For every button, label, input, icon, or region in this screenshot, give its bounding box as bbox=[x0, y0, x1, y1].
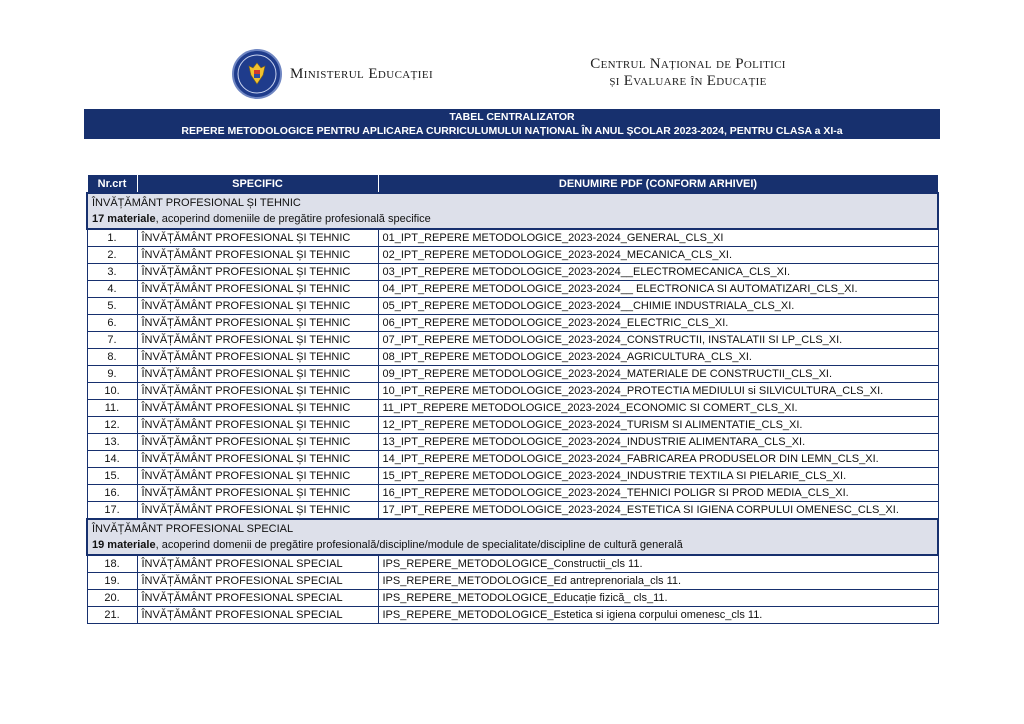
nr-cell: 7. bbox=[87, 332, 137, 349]
header-specific: SPECIFIC bbox=[137, 175, 378, 194]
table-row bbox=[87, 590, 938, 607]
table-row bbox=[87, 451, 938, 468]
nr-cell: 2. bbox=[87, 247, 137, 264]
table-row bbox=[87, 349, 938, 366]
table-row bbox=[87, 229, 938, 247]
specific-cell: ÎNVĂȚĂMÂNT PROFESIONAL SPECIAL bbox=[137, 573, 378, 590]
table-row bbox=[87, 315, 938, 332]
specific-cell: ÎNVĂȚĂMÂNT PROFESIONAL ȘI TEHNIC bbox=[137, 485, 378, 502]
title-line1: TABEL CENTRALIZATOR bbox=[449, 111, 575, 123]
nr-cell: 14. bbox=[87, 451, 137, 468]
specific-cell: ÎNVĂȚĂMÂNT PROFESIONAL ȘI TEHNIC bbox=[137, 502, 378, 520]
section-title: ÎNVĂȚĂMÂNT PROFESIONAL SPECIAL bbox=[92, 523, 294, 535]
table-row bbox=[87, 434, 938, 451]
table-row bbox=[87, 417, 938, 434]
nr-cell: 6. bbox=[87, 315, 137, 332]
section-header-row bbox=[87, 193, 938, 229]
table-row bbox=[87, 383, 938, 400]
pdf-name-cell: 02_IPT_REPERE METODOLOGICE_2023-2024_MECANICA_CLS_XI. bbox=[378, 247, 938, 264]
table-row bbox=[87, 555, 938, 573]
specific-cell: ÎNVĂȚĂMÂNT PROFESIONAL ȘI TEHNIC bbox=[137, 349, 378, 366]
nr-cell: 20. bbox=[87, 590, 137, 607]
nr-cell: 4. bbox=[87, 281, 137, 298]
specific-cell: ÎNVĂȚĂMÂNT PROFESIONAL ȘI TEHNIC bbox=[137, 383, 378, 400]
table-row bbox=[87, 573, 938, 590]
header-nr: Nr.crt bbox=[87, 175, 137, 194]
nr-cell: 9. bbox=[87, 366, 137, 383]
specific-cell: ÎNVĂȚĂMÂNT PROFESIONAL SPECIAL bbox=[137, 607, 378, 624]
section-title: ÎNVĂȚĂMÂNT PROFESIONAL ȘI TEHNIC bbox=[92, 197, 301, 209]
specific-cell: ÎNVĂȚĂMÂNT PROFESIONAL ȘI TEHNIC bbox=[137, 315, 378, 332]
specific-cell: ÎNVĂȚĂMÂNT PROFESIONAL SPECIAL bbox=[137, 590, 378, 607]
ministry-name: Ministerul Educației bbox=[290, 65, 434, 82]
table-row bbox=[87, 264, 938, 281]
pdf-name-cell: 07_IPT_REPERE METODOLOGICE_2023-2024_CONSTRUCTII, INSTALATII SI LP_CLS_XI. bbox=[378, 332, 938, 349]
nr-cell: 15. bbox=[87, 468, 137, 485]
title-banner bbox=[84, 109, 940, 139]
section-material-count: 19 materiale bbox=[92, 539, 156, 551]
specific-cell: ÎNVĂȚĂMÂNT PROFESIONAL ȘI TEHNIC bbox=[137, 247, 378, 264]
pdf-name-cell: IPS_REPERE_METODOLOGICE_Constructii_cls 11. bbox=[378, 555, 938, 573]
specific-cell: ÎNVĂȚĂMÂNT PROFESIONAL ȘI TEHNIC bbox=[137, 468, 378, 485]
table-row bbox=[87, 485, 938, 502]
nr-cell: 17. bbox=[87, 502, 137, 520]
pdf-name-cell: 10_IPT_REPERE METODOLOGICE_2023-2024_PROTECTIA MEDIULUI si SILVICULTURA_CLS_XI. bbox=[378, 383, 938, 400]
pdf-name-cell: 16_IPT_REPERE METODOLOGICE_2023-2024_TEHNICI POLIGR SI PROD MEDIA_CLS_XI. bbox=[378, 485, 938, 502]
pdf-name-cell: 14_IPT_REPERE METODOLOGICE_2023-2024_FABRICAREA PRODUSELOR DIN LEMN_CLS_XI. bbox=[378, 451, 938, 468]
section-description-text: , acoperind domeniile de pregătire profesională specifice bbox=[155, 213, 431, 225]
specific-cell: ÎNVĂȚĂMÂNT PROFESIONAL ȘI TEHNIC bbox=[137, 298, 378, 315]
pdf-name-cell: 17_IPT_REPERE METODOLOGICE_2023-2024_ESTETICA SI IGIENA CORPULUI OMENESC_CLS_XI. bbox=[378, 502, 938, 520]
pdf-name-cell: 15_IPT_REPERE METODOLOGICE_2023-2024_INDUSTRIE TEXTILA SI PIELARIE_CLS_XI. bbox=[378, 468, 938, 485]
section-header-cell bbox=[87, 519, 938, 555]
section-material-count: 17 materiale bbox=[92, 213, 156, 225]
specific-cell: ÎNVĂȚĂMÂNT PROFESIONAL ȘI TEHNIC bbox=[137, 332, 378, 349]
table-row bbox=[87, 468, 938, 485]
table-row bbox=[87, 298, 938, 315]
header-pdf-name: DENUMIRE PDF (CONFORM ARHIVEI) bbox=[378, 175, 938, 194]
nr-cell: 11. bbox=[87, 400, 137, 417]
specific-cell: ÎNVĂȚĂMÂNT PROFESIONAL ȘI TEHNIC bbox=[137, 264, 378, 281]
nr-cell: 1. bbox=[87, 229, 137, 247]
cnpee-logo bbox=[578, 56, 798, 90]
pdf-name-cell: 06_IPT_REPERE METODOLOGICE_2023-2024_ELECTRIC_CLS_XI. bbox=[378, 315, 938, 332]
pdf-name-cell: 05_IPT_REPERE METODOLOGICE_2023-2024__CHIMIE INDUSTRIALA_CLS_XI. bbox=[378, 298, 938, 315]
nr-cell: 5. bbox=[87, 298, 137, 315]
table-row bbox=[87, 400, 938, 417]
pdf-name-cell: 12_IPT_REPERE METODOLOGICE_2023-2024_TURISM SI ALIMENTATIE_CLS_XI. bbox=[378, 417, 938, 434]
table-header-row bbox=[87, 175, 938, 194]
table-row bbox=[87, 502, 938, 520]
specific-cell: ÎNVĂȚĂMÂNT PROFESIONAL ȘI TEHNIC bbox=[137, 400, 378, 417]
pdf-name-cell: 01_IPT_REPERE METODOLOGICE_2023-2024_GENERAL_CLS_XI bbox=[378, 229, 938, 247]
specific-cell: ÎNVĂȚĂMÂNT PROFESIONAL ȘI TEHNIC bbox=[137, 417, 378, 434]
nr-cell: 8. bbox=[87, 349, 137, 366]
romanian-government-seal-icon bbox=[232, 49, 282, 99]
table-row bbox=[87, 281, 938, 298]
nr-cell: 10. bbox=[87, 383, 137, 400]
specific-cell: ÎNVĂȚĂMÂNT PROFESIONAL ȘI TEHNIC bbox=[137, 434, 378, 451]
specific-cell: ÎNVĂȚĂMÂNT PROFESIONAL ȘI TEHNIC bbox=[137, 281, 378, 298]
title-line2: REPERE METODOLOGICE PENTRU APLICAREA CURRICULUMULUI NAȚIONAL ÎN ANUL ȘCOLAR 2023-2024, PENTRU CLASA a XI-a bbox=[181, 125, 843, 137]
pdf-name-cell: IPS_REPERE_METODOLOGICE_Educație fizică_ cls_11. bbox=[378, 590, 938, 607]
table-body bbox=[87, 193, 938, 624]
pdf-name-cell: 04_IPT_REPERE METODOLOGICE_2023-2024__ ELECTRONICA SI AUTOMATIZARI_CLS_XI. bbox=[378, 281, 938, 298]
section-description bbox=[92, 211, 933, 227]
table-row bbox=[87, 607, 938, 624]
summary-table bbox=[86, 174, 939, 624]
section-header-row bbox=[87, 519, 938, 555]
nr-cell: 21. bbox=[87, 607, 137, 624]
cnpee-name-line1: Centrul Național de Politici bbox=[590, 56, 786, 72]
nr-cell: 18. bbox=[87, 555, 137, 573]
section-description-text: , acoperind domenii de pregătire profesională/discipline/module de specialitate/discipline de cultură generală bbox=[155, 539, 683, 551]
nr-cell: 3. bbox=[87, 264, 137, 281]
specific-cell: ÎNVĂȚĂMÂNT PROFESIONAL ȘI TEHNIC bbox=[137, 366, 378, 383]
table-row bbox=[87, 247, 938, 264]
cnpee-name-line2: și Evaluare în Educație bbox=[609, 73, 767, 89]
ministry-logo bbox=[232, 49, 433, 99]
pdf-name-cell: 09_IPT_REPERE METODOLOGICE_2023-2024_MATERIALE DE CONSTRUCTII_CLS_XI. bbox=[378, 366, 938, 383]
section-description bbox=[92, 537, 933, 553]
nr-cell: 16. bbox=[87, 485, 137, 502]
pdf-name-cell: 11_IPT_REPERE METODOLOGICE_2023-2024_ECONOMIC SI COMERT_CLS_XI. bbox=[378, 400, 938, 417]
pdf-name-cell: IPS_REPERE_METODOLOGICE_Estetica si igiena corpului omenesc_cls 11. bbox=[378, 607, 938, 624]
nr-cell: 13. bbox=[87, 434, 137, 451]
pdf-name-cell: 08_IPT_REPERE METODOLOGICE_2023-2024_AGRICULTURA_CLS_XI. bbox=[378, 349, 938, 366]
nr-cell: 12. bbox=[87, 417, 137, 434]
table-row bbox=[87, 366, 938, 383]
specific-cell: ÎNVĂȚĂMÂNT PROFESIONAL ȘI TEHNIC bbox=[137, 451, 378, 468]
pdf-name-cell: IPS_REPERE_METODOLOGICE_Ed antreprenoriala_cls 11. bbox=[378, 573, 938, 590]
specific-cell: ÎNVĂȚĂMÂNT PROFESIONAL SPECIAL bbox=[137, 555, 378, 573]
pdf-name-cell: 13_IPT_REPERE METODOLOGICE_2023-2024_INDUSTRIE ALIMENTARA_CLS_XI. bbox=[378, 434, 938, 451]
nr-cell: 19. bbox=[87, 573, 137, 590]
section-header-cell bbox=[87, 193, 938, 229]
specific-cell: ÎNVĂȚĂMÂNT PROFESIONAL ȘI TEHNIC bbox=[137, 229, 378, 247]
table-row bbox=[87, 332, 938, 349]
pdf-name-cell: 03_IPT_REPERE METODOLOGICE_2023-2024__ELECTROMECANICA_CLS_XI. bbox=[378, 264, 938, 281]
